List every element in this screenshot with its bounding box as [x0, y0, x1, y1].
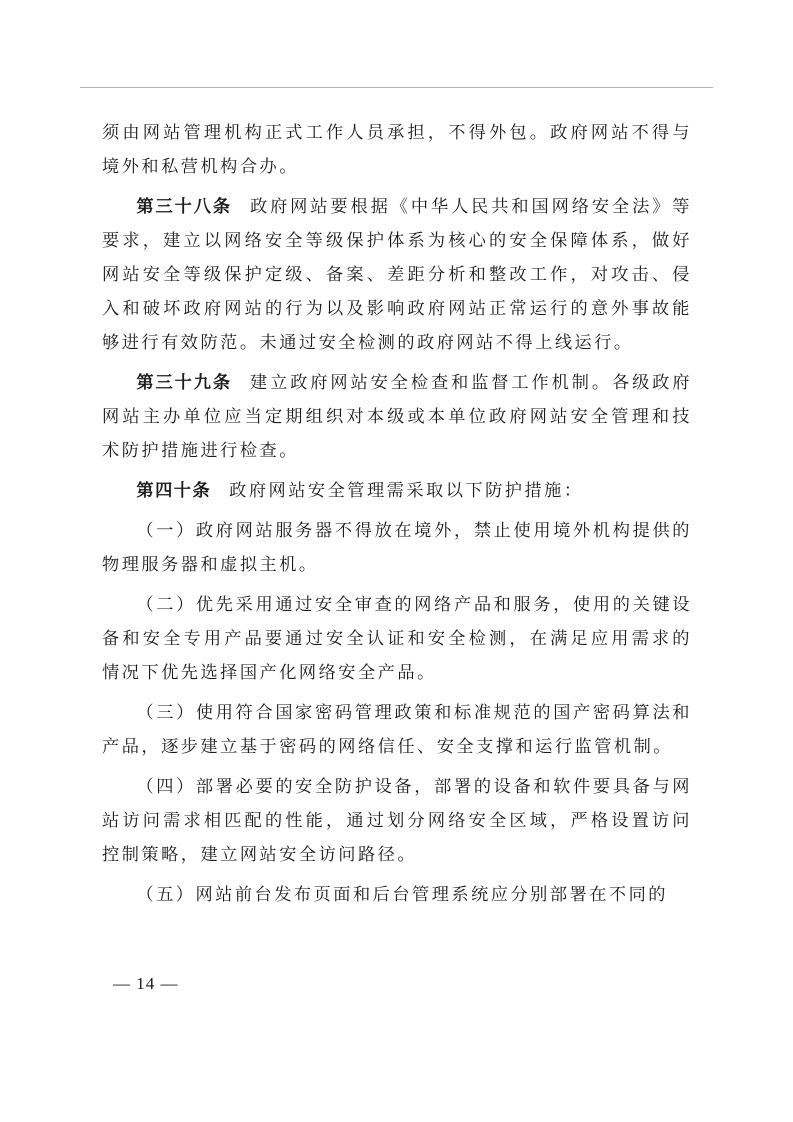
paragraph-text: 政府网站安全管理需采取以下防护措施：	[229, 481, 584, 501]
header-rule	[80, 87, 713, 88]
paragraph-item-3	[102, 696, 692, 764]
paragraph-text: 须由网站管理机构正式工作人员承担，不得外包。政府网站不得与境外和私营机构合办。	[102, 123, 692, 177]
article-heading: 第四十条	[136, 481, 212, 501]
paragraph-item-2	[102, 588, 692, 690]
paragraph-text: （四）部署必要的安全防护设备，部署的设备和软件要具备与网站访问需求相匹配的性能，通过划分网络安全区域，严格设置访问控制策略，建立网站安全访问路径。	[102, 777, 692, 865]
paragraph-article-38	[102, 190, 692, 360]
paragraph-text: （三）使用符合国家密码管理政策和标准规范的国产密码算法和产品，逐步建立基于密码的网络信任、安全支撑和运行监管机制。	[102, 703, 692, 757]
paragraph-text: （二）优先采用通过安全审查的网络产品和服务，使用的关键设备和安全专用产品要通过安全认证和安全检测，在满足应用需求的情况下优先选择国产化网络安全产品。	[102, 595, 692, 683]
paragraph-text: 建立政府网站安全检查和监督工作机制。各级政府网站主办单位应当定期组织对本级或本单位政府网站安全管理和技术防护措施进行检查。	[102, 373, 692, 461]
paragraph-continuation	[102, 116, 692, 184]
paragraph-text: （一）政府网站服务器不得放在境外，禁止使用境外机构提供的物理服务器和虚拟主机。	[102, 521, 692, 575]
article-heading: 第三十九条	[136, 373, 232, 393]
paragraph-text: （五）网站前台发布页面和后台管理系统应分别部署在不同的	[136, 885, 668, 905]
paragraph-text: 政府网站要根据《中华人民共和国网络安全法》等要求，建立以网络安全等级保护体系为核心的安全保障体系，做好网站安全等级保护定级、备案、差距分析和整改工作，对攻击、侵入和破坏政府网站的行为以及影响政府网站正常运行的意外事故能够进行有效防范。未通过安全检测的政府网站不得上线运行。	[102, 197, 692, 353]
paragraph-item-1	[102, 514, 692, 582]
article-heading: 第三十八条	[136, 197, 232, 217]
document-body	[102, 116, 692, 918]
paragraph-item-4	[102, 770, 692, 872]
paragraph-article-40	[102, 474, 692, 508]
paragraph-item-5	[102, 878, 692, 912]
paragraph-article-39	[102, 366, 692, 468]
page-number: — 14 —	[113, 974, 179, 993]
